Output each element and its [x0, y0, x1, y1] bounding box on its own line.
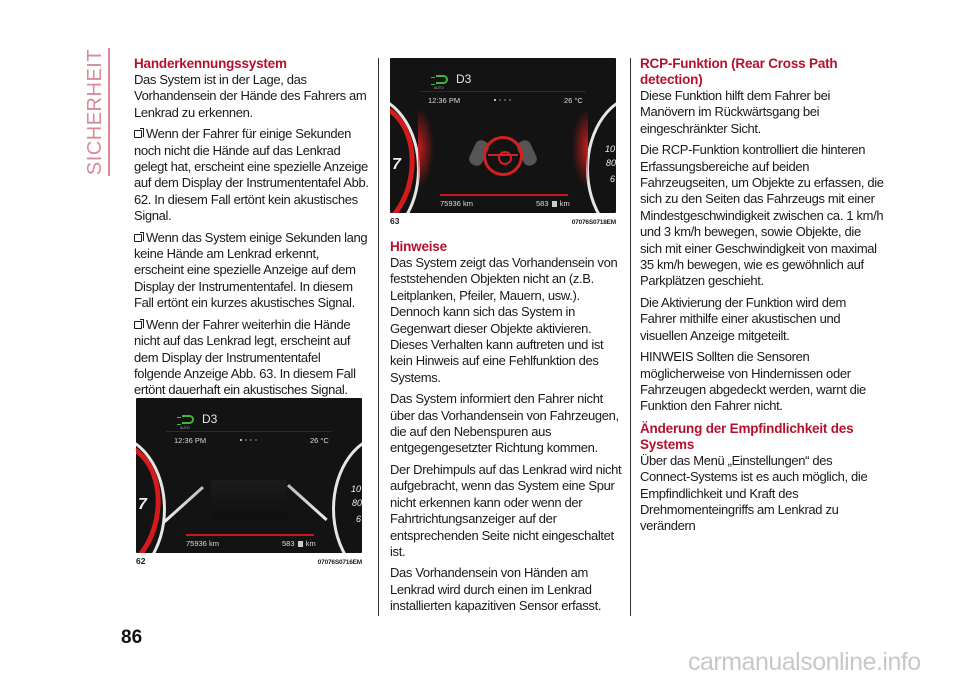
gauge-number: 10 [350, 484, 361, 494]
paragraph: Das Vorhandensein von Händen am Lenkrad wird durch einen im Lenkrad installierten kapazitiven Sensor erfasst. [390, 565, 602, 614]
column-2 [390, 58, 626, 620]
auto-headlight-icon [182, 415, 194, 424]
figure-number: 62 [136, 556, 146, 566]
outside-temperature: 26 °C [310, 436, 329, 445]
watermark: carmanualsonline.info [688, 648, 921, 676]
figure-63 [390, 58, 618, 226]
odometer: 75936 km [186, 539, 219, 548]
bullet-text: Wenn das System einige Sekunden lang keine Hände am Lenkrad erkennt, erscheint eine spezielle Anzeige auf dem Display der Instrumententafel. In diesem Fall ertönt ein kurzes akustisches Signal. [134, 229, 368, 311]
hinweise-section [390, 239, 626, 615]
paragraph: Das System zeigt das Vorhandensein von feststehenden Objekten nicht an (z.B. Leitplanken, Pfeiler, Mauern, usw.). Dennoch kann sich das System in Gegenwart dieser Objekte aktivieren. Dieses Verhalten kann auftreten und ist kein Hinweis auf eine Fehlfunktion des Systems. [390, 255, 618, 385]
bullet-text: Wenn der Fahrer für einige Sekunden noch nicht die Hände auf das Lenkrad gelegt hat, erscheint eine spezielle Anzeige auf dem Display der Instrumententafel Abb. 62. In diesem Fall ertönt kein akustisches Signal. [134, 126, 369, 224]
warning-glow [418, 108, 434, 188]
instrument-cluster-image [390, 58, 616, 213]
figure-code: 07076S0718EM [571, 219, 616, 226]
fuel-range: 583 km [282, 539, 316, 548]
column-divider [630, 58, 631, 616]
info-band [420, 91, 586, 92]
bullet-text: Wenn der Fahrer weiterhin die Hände nicht auf das Lenkrad legt, erscheint auf dem Display der Instrumententafel folgende Anzeige Abb. 63. In diesem Fall ertönt dauerhaft ein akustisches Signal. [134, 316, 356, 398]
paragraph: Diese Funktion hilft dem Fahrer bei Manövern im Rückwärtsgang bei eingeschränkter Sicht. [640, 88, 831, 136]
gauge-number: 7 [138, 496, 147, 513]
figure-caption [390, 216, 616, 226]
lane-line-left [163, 486, 204, 523]
gauge-arc [566, 58, 616, 98]
figure-62 [136, 398, 364, 566]
gauge-number: 80 [605, 158, 616, 168]
figure-number: 63 [390, 216, 400, 226]
section-heading: RCP-Funktion (Rear Cross Path detection) [640, 56, 838, 87]
page-dots [494, 99, 511, 101]
bullet-paragraph [134, 230, 370, 312]
page-number: 86 [121, 627, 143, 648]
bullet-paragraph [134, 317, 370, 399]
clock: 12:36 PM [174, 436, 207, 445]
section-heading: Hinweise [390, 239, 447, 254]
instrument-cluster-image [136, 398, 362, 553]
outside-temperature: 26 °C [564, 96, 583, 105]
checkbox-bullet-icon [134, 130, 142, 138]
lane-line-right [287, 484, 328, 521]
status-line [440, 194, 568, 196]
paragraph: Das System ist in der Lage, das Vorhandensein der Hände des Fahrers am Lenkrad zu erkennen. [134, 72, 367, 120]
checkbox-bullet-icon [134, 234, 142, 242]
page-dots [240, 439, 257, 441]
fuel-pump-icon [552, 201, 557, 207]
paragraph: HINWEIS Sollten die Sensoren möglicherweise von Hindernissen oder Fahrzeugen abgedeckt werden, warnt die Funktion den Fahrer nicht. [640, 349, 866, 414]
column-3 [640, 56, 884, 540]
warning-glow [572, 108, 588, 188]
gear-indicator: D3 [456, 72, 472, 86]
gauge-number: 7 [392, 156, 401, 173]
paragraph: Der Drehimpuls auf das Lenkrad wird nicht aufgebracht, wenn das System eine Spur nicht erkennen kann oder wenn der Fahrtrichtungsanzeiger auf der entsprechenden Seite nicht eingeschaltet ist. [390, 461, 622, 559]
gauge-number: 80 [351, 498, 362, 508]
section-tab-bar [108, 48, 110, 176]
paragraph: Über das Menü „Einstellungen“ des Connect-Systems ist es auch möglich, die Empfindlichkeit und Kraft des Drehmomenteingriffs am Lenkrad zu verändern [640, 452, 868, 534]
paragraph: Die Aktivierung der Funktion wird dem Fahrer mithilfe einer akustischen und visuellen Anzeige mitgeteilt. [640, 294, 846, 343]
odometer: 75936 km [440, 199, 473, 208]
paragraph: Das System informiert den Fahrer nicht über das Vorhandensein von Fahrzeugen, die auf den Nebenspuren aus entgegengesetzter Richtung kommen. [390, 391, 619, 456]
gauge-arc [312, 398, 362, 438]
steering-wheel-warning-icon [483, 136, 523, 176]
gauge-number: 6 [609, 174, 615, 184]
checkbox-bullet-icon [134, 321, 142, 329]
auto-headlight-icon [436, 75, 448, 84]
tachometer-redline [136, 435, 171, 553]
section-heading: Handerkennungssystem [134, 56, 287, 71]
clock: 12:36 PM [428, 96, 461, 105]
column-divider [378, 58, 379, 616]
gauge-number: 10 [604, 144, 615, 154]
bullet-paragraph [134, 126, 370, 224]
gear-indicator: D3 [202, 412, 218, 426]
road-graphic [211, 480, 287, 520]
section-heading: Änderung der Empfindlichkeit des Systems [640, 420, 854, 452]
status-line [186, 534, 314, 536]
section-tab-label: SICHERHEIT [84, 48, 106, 176]
fuel-pump-icon [298, 541, 303, 547]
column-1 [134, 56, 370, 566]
headlight-mode: AUTO [180, 426, 190, 430]
section-tab [84, 48, 106, 176]
paragraph: Die RCP-Funktion kontrolliert die hinteren Erfassungsbereiche auf beiden Fahrzeugseiten, um Objekte zu erfassen, die sich zu den Seiten das Fahrzeugs mit einer Mindestgeschwindigkeit zwischen ca. 1 km/h und 3 km/h bewegen, sowie Objekte, die sich mit einer Geschwindigkeit von maximal 35 km/h bewegen, wie es gewöhnlich auf Parkplätzen geschieht. [640, 142, 884, 289]
gauge-number: 6 [355, 514, 361, 524]
figure-caption [136, 556, 362, 566]
fuel-range: 583 km [536, 199, 570, 208]
figure-code: 07076S0716EM [317, 559, 362, 566]
headlight-mode: AUTO [434, 86, 444, 90]
info-band [166, 431, 332, 432]
